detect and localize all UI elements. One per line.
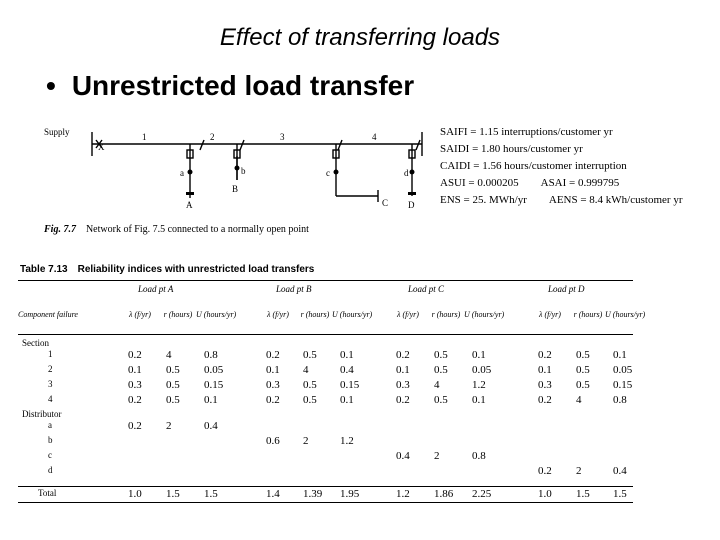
table-cell: 0.5	[434, 364, 448, 376]
table-cell: 0.05	[204, 364, 224, 376]
figure-caption	[44, 224, 309, 235]
table-cell: 4	[434, 379, 440, 391]
column-header: U (hours/yr)	[464, 310, 505, 319]
table-cell: 2	[166, 420, 172, 432]
reliability-indices	[440, 124, 682, 209]
table-cell: 0.6	[266, 435, 280, 447]
table-cell: 0.4	[613, 465, 627, 477]
branch-d-label: d	[404, 168, 409, 178]
column-header: U (hours/yr)	[332, 310, 373, 319]
table-cell: 4	[576, 394, 582, 406]
table-cell: 0.1	[266, 364, 280, 376]
table-cell: 4	[303, 364, 309, 376]
table-rule-bottom	[18, 502, 633, 503]
energy-row	[440, 192, 682, 209]
table-cell: 4	[166, 349, 172, 361]
saifi-value: SAIFI = 1.15 interruptions/customer yr	[440, 126, 613, 138]
total-cell: 1.4	[266, 488, 280, 500]
total-cell: 1.5	[204, 488, 218, 500]
column-header: U (hours/yr)	[196, 310, 237, 319]
ens-value: ENS = 25. MWh/yr	[440, 194, 527, 206]
table-cell: 0.4	[396, 450, 410, 462]
caidi-value: CAIDI = 1.56 hours/customer interruption	[440, 160, 627, 172]
table-cell: 0.4	[204, 420, 218, 432]
table-cell: 0.1	[472, 349, 486, 361]
total-cell: 2.25	[472, 488, 492, 500]
table-cell: 0.5	[303, 349, 317, 361]
table-cell: 0.2	[266, 394, 280, 406]
column-header: λ (f/yr)	[397, 310, 419, 319]
table-cell: 0.15	[204, 379, 224, 391]
bullet-text: Unrestricted load transfer	[71, 70, 415, 101]
column-header: U (hours/yr)	[605, 310, 646, 319]
table-cell: 0.1	[613, 349, 627, 361]
total-cell: 1.0	[538, 488, 552, 500]
component-header: Component failure	[18, 310, 78, 319]
group-label: Distributor	[22, 409, 62, 419]
table-cell: 0.1	[204, 394, 218, 406]
table-cell: 0.2	[396, 349, 410, 361]
table-cell: 0.3	[538, 379, 552, 391]
group-label: Section	[22, 338, 49, 348]
load-b-label: B	[232, 184, 239, 194]
table-cell: 0.2	[128, 420, 142, 432]
column-header: λ (f/yr)	[129, 310, 151, 319]
load-a-label: A	[186, 200, 193, 210]
table-cell: 0.5	[576, 379, 590, 391]
table-cell: 0.3	[396, 379, 410, 391]
total-cell: 1.95	[340, 488, 360, 500]
table-cell: 0.5	[303, 394, 317, 406]
supply-label: Supply	[44, 127, 70, 137]
branch-b-label: b	[241, 166, 246, 176]
aens-value: AENS = 8.4 kWh/customer yr	[548, 194, 683, 206]
row-label: a	[48, 420, 52, 430]
load-point-header: Load pt B	[276, 284, 312, 294]
column-header: r (hours)	[300, 310, 330, 319]
table-cell: 0.5	[576, 349, 590, 361]
table-cell: 0.2	[128, 349, 142, 361]
saidi-value: SAIDI = 1.80 hours/customer yr	[440, 143, 583, 155]
table-cell: 0.2	[538, 394, 552, 406]
table-cell: 0.5	[166, 394, 180, 406]
table-rule-total	[18, 486, 633, 487]
total-label: Total	[38, 488, 57, 498]
column-header: λ (f/yr)	[267, 310, 289, 319]
figure-caption-text: Network of Fig. 7.5 connected to a normally open point	[85, 224, 309, 235]
figure-number: Fig. 7.7	[44, 224, 76, 235]
table-cell: 2	[303, 435, 309, 447]
column-header: r (hours)	[573, 310, 603, 319]
table-cell: 0.3	[266, 379, 280, 391]
row-label: b	[48, 435, 53, 445]
table-cell: 0.1	[396, 364, 410, 376]
table-cell: 1.2	[340, 435, 354, 447]
table-cell: 0.1	[340, 394, 354, 406]
table-cell: 0.15	[613, 379, 633, 391]
table-rule-header	[18, 334, 633, 335]
bullet-point	[46, 70, 414, 102]
x-label: X	[98, 142, 105, 152]
table-cell: 2	[434, 450, 440, 462]
bullet-dot-icon: •	[46, 70, 56, 101]
load-c-label: C	[382, 198, 389, 208]
table-number: Table 7.13	[20, 264, 68, 275]
table-cell: 0.8	[204, 349, 218, 361]
load-d-label: D	[408, 200, 415, 210]
availability-row	[440, 175, 682, 192]
table-cell: 0.1	[340, 349, 354, 361]
row-label: 4	[48, 394, 53, 404]
section-1-label: 1	[142, 132, 147, 142]
table-caption-text: Reliability indices with unrestricted load transfers	[77, 264, 315, 275]
asui-value: ASUI = 0.000205	[440, 177, 519, 189]
column-header: r (hours)	[163, 310, 193, 319]
total-cell: 1.5	[576, 488, 590, 500]
section-2-label: 2	[210, 132, 215, 142]
branch-c-label: c	[326, 168, 330, 178]
table-cell: 0.05	[613, 364, 633, 376]
row-label: 1	[48, 349, 53, 359]
table-cell: 0.1	[472, 394, 486, 406]
load-point-header: Load pt A	[138, 284, 174, 294]
table-cell: 1.2	[472, 379, 486, 391]
table-cell: 0.05	[472, 364, 492, 376]
section-4-label: 4	[372, 132, 377, 142]
table-cell: 0.5	[576, 364, 590, 376]
table-cell: 0.5	[434, 349, 448, 361]
network-diagram	[42, 120, 437, 220]
row-label: d	[48, 465, 53, 475]
branch-a-label: a	[180, 168, 184, 178]
table-cell: 0.2	[538, 465, 552, 477]
table-cell: 0.2	[266, 349, 280, 361]
column-header: λ (f/yr)	[539, 310, 561, 319]
row-label: 3	[48, 379, 53, 389]
table-cell: 0.5	[166, 379, 180, 391]
total-cell: 1.2	[396, 488, 410, 500]
table-cell: 0.4	[340, 364, 354, 376]
table-cell: 0.15	[340, 379, 360, 391]
slide-title: Effect of transferring loads	[219, 24, 501, 51]
total-cell: 1.39	[303, 488, 323, 500]
total-cell: 1.5	[166, 488, 180, 500]
table-cell: 0.2	[538, 349, 552, 361]
total-cell: 1.0	[128, 488, 142, 500]
table-cell: 0.5	[434, 394, 448, 406]
row-label: 2	[48, 364, 53, 374]
total-cell: 1.86	[434, 488, 454, 500]
table-cell: 0.8	[613, 394, 627, 406]
table-cell: 0.2	[396, 394, 410, 406]
total-cell: 1.5	[613, 488, 627, 500]
load-point-header: Load pt D	[548, 284, 585, 294]
table-cell: 0.1	[538, 364, 552, 376]
asai-value: ASAI = 0.999795	[540, 177, 620, 189]
table-cell: 0.3	[128, 379, 142, 391]
table-rule-top	[18, 280, 633, 281]
table-caption	[20, 264, 324, 275]
section-3-label: 3	[280, 132, 285, 142]
table-cell: 0.1	[128, 364, 142, 376]
table-cell: 0.2	[128, 394, 142, 406]
table-cell: 2	[576, 465, 582, 477]
table-cell: 0.8	[472, 450, 486, 462]
load-point-header: Load pt C	[408, 284, 445, 294]
table-cell: 0.5	[303, 379, 317, 391]
column-header: r (hours)	[431, 310, 461, 319]
row-label: c	[48, 450, 52, 460]
table-cell: 0.5	[166, 364, 180, 376]
